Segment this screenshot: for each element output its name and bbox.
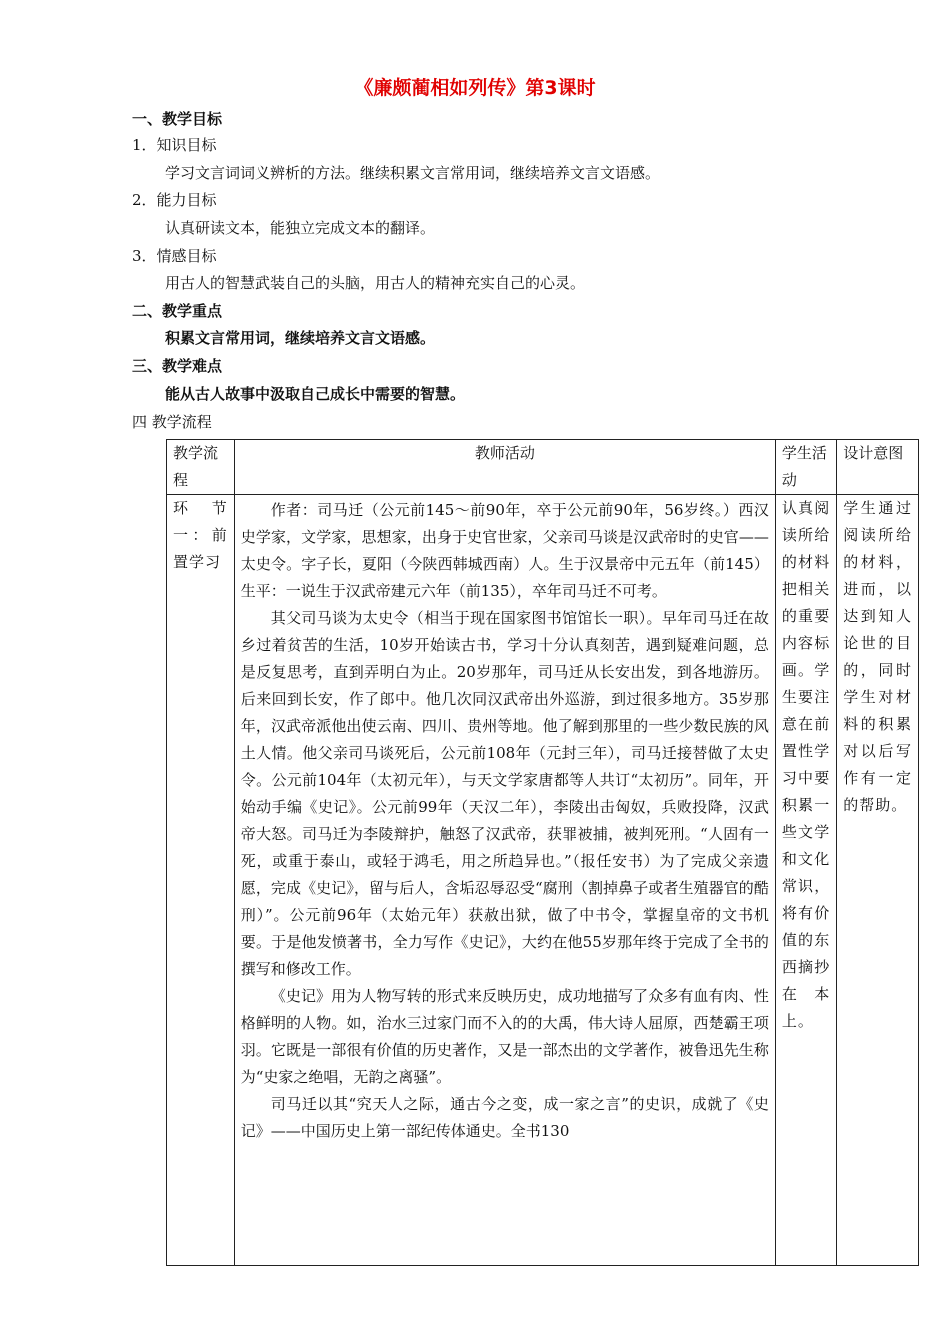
table-header-row bbox=[167, 440, 919, 495]
objective-knowledge-text: 学习文言词词义辨析的方法。继续积累文言常用词，继续培养文言文语感。 bbox=[165, 164, 661, 182]
header-student: 学生活动 bbox=[775, 440, 836, 495]
heading-process: 四 教学流程 bbox=[132, 413, 212, 431]
objective-ability-label: 2．能力目标 bbox=[132, 191, 217, 209]
objective-emotion-label: 3．情感目标 bbox=[132, 247, 217, 265]
teacher-paragraph: 作者：司马迁（公元前145～前90年，卒于公元前90年，56岁终。）西汉史学家，文学家，思想家，出身于史官世家，父亲司马谈是汉武帝时的史官——太史令。字子长，夏阳（今陕西韩城西南）人。生于汉景帝中元五年（前145）生平：一说生于汉武帝建元六年（前135），卒年司马迁不可考。 bbox=[240, 501, 769, 600]
difficulties-text: 能从古人故事中汲取自己成长中需要的智慧。 bbox=[165, 385, 466, 403]
header-intent: 设计意图 bbox=[837, 440, 919, 495]
heading-difficulties: 三、教学难点 bbox=[132, 357, 223, 375]
key-points-text: 积累文言常用词，继续培养文言文语感。 bbox=[165, 329, 436, 347]
student-activity-cell: 认真阅读所给的材料把相关的重要内容标画。学生要注意在前置性学习中要积累一些文学和文化常识，将有价值的东西摘抄在本上。 bbox=[775, 495, 836, 1266]
objective-emotion-text: 用古人的智慧武装自己的头脑，用古人的精神充实自己的心灵。 bbox=[165, 274, 586, 292]
teacher-paragraph: 司马迁以其“究天人之际，通古今之变，成一家之言”的史识，成就了《史记》——中国历史上第一部纪传体通史。全书130 bbox=[240, 1095, 769, 1140]
teaching-process-table bbox=[166, 439, 919, 1266]
heading-key-points: 二、教学重点 bbox=[132, 302, 223, 320]
teacher-activity-cell bbox=[234, 495, 775, 1266]
header-teacher: 教师活动 bbox=[234, 440, 775, 495]
document-title: 《廉颇蔺相如列传》第3课时 bbox=[354, 77, 596, 99]
teacher-paragraph: 《史记》用为人物写转的形式来反映历史，成功地描写了众多有血有肉、性格鲜明的人物。如，治水三过家门而不入的的大禹，伟大诗人屈原，西楚霸王项羽。它既是一部很有价值的历史著作，又是一部杰出的文学著作，被鲁迅先生称为“史家之绝唱，无韵之离骚”。 bbox=[240, 987, 769, 1086]
objective-knowledge-label: 1．知识目标 bbox=[132, 136, 217, 154]
stage-cell: 环节一：前置学习 bbox=[167, 495, 235, 1266]
design-intent-cell: 学生通过阅读所给的材料，进而，以达到知人论世的目的，同时学生对材料的积累对以后写作有一定的帮助。 bbox=[837, 495, 919, 1266]
header-flow: 教学流程 bbox=[167, 440, 235, 495]
heading-objectives: 一、教学目标 bbox=[132, 110, 223, 128]
teacher-paragraph: 其父司马谈为太史令（相当于现在国家图书馆馆长一职）。早年司马迁在故乡过着贫苦的生活，10岁开始读古书，学习十分认真刻苦，遇到疑难问题，总是反复思考，直到弄明白为止。20岁那年，司马迁从长安出发，到各地游历。后来回到长安，作了郎中。他几次同汉武帝出外巡游，到过很多地方。35岁那年，汉武帝派他出使云南、四川、贵州等地。他了解到那里的一些少数民族的风土人情。他父亲司马谈死后，公元前108年（元封三年），司马迁接替做了太史令。公元前104年（太初元年），与天文学家唐都等人共订“太初历”。同年，开始动手编《史记》。公元前99年（天汉二年），李陵出击匈奴，兵败投降，汉武帝大怒。司马迁为李陵辩护，触怒了汉武帝，获罪被捕，被判死刑。“人固有一死，或重于泰山，或轻于鸿毛，用之所趋异也。”（报任安书）为了完成父亲遗愿，完成《史记》，留与后人，含垢忍辱忍受“腐刑（割掉鼻子或者生殖器官的酷刑）”。公元前96年（太始元年）获赦出狱，做了中书令，掌握皇帝的文书机要。于是他发愤著书，全力写作《史记》，大约在他55岁那年终于完成了全书的撰写和修改工作。 bbox=[240, 609, 769, 978]
table-row bbox=[167, 495, 919, 1266]
objective-ability-text: 认真研读文本，能独立完成文本的翻译。 bbox=[165, 219, 436, 237]
